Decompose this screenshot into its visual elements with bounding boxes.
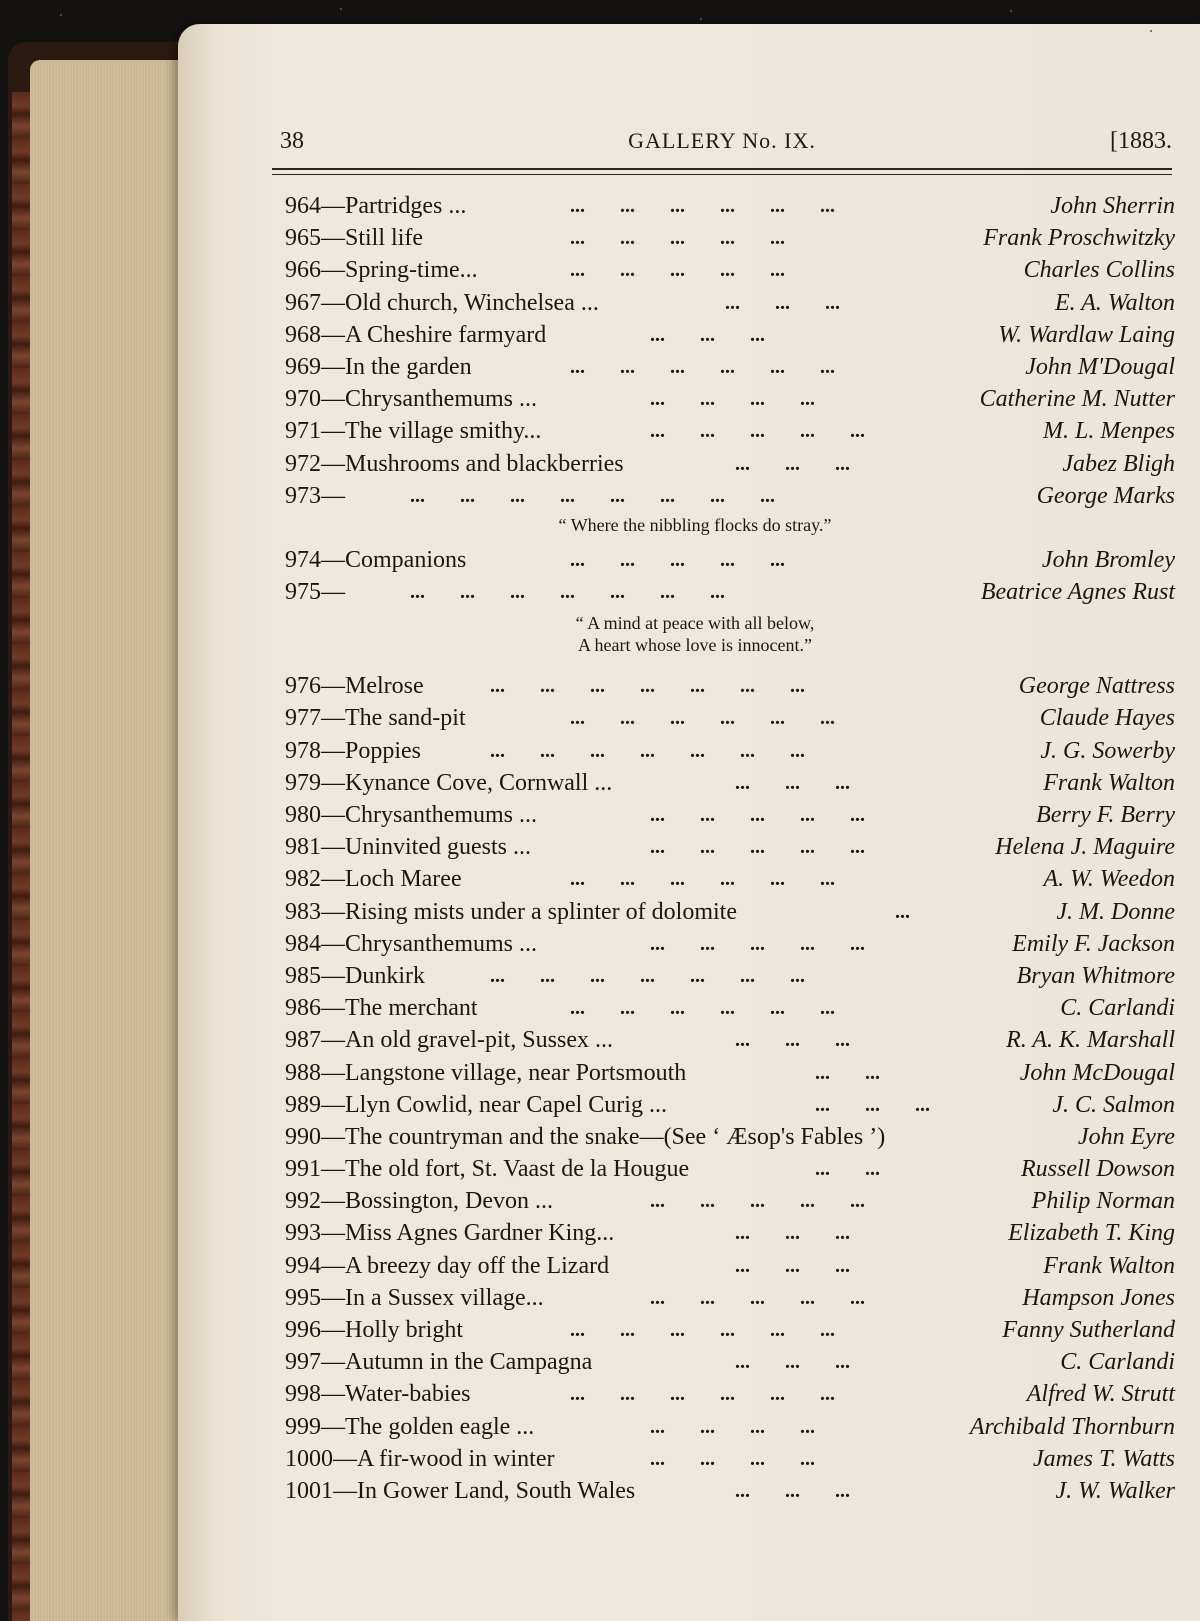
list-item [285, 767, 1175, 799]
list-item [285, 1346, 1175, 1378]
entry-title: 997—Autumn in the Campagna [285, 1349, 593, 1376]
entry-title: 998—Water-babies [285, 1381, 471, 1408]
dot-leader: ... ... ... ... ... ... ... [410, 581, 725, 604]
list-item [285, 254, 1175, 286]
catalogue-entries [285, 190, 1175, 1507]
dot-leader: ... ... ... ... [650, 1415, 815, 1438]
list-item [285, 415, 1175, 447]
list-item [285, 1024, 1175, 1056]
list-item [285, 1378, 1175, 1410]
list-item [285, 351, 1175, 383]
entry-artist: John Bromley [1041, 546, 1175, 573]
dot-leader: ... ... ... ... ... ... [570, 1319, 835, 1341]
quote-line: “ A mind at peace with all below, [575, 613, 815, 634]
entry-quote: “ Where the nibbling flocks do stray.” [558, 514, 832, 535]
entry-artist: Helena J. Maguire [995, 834, 1175, 861]
list-item [285, 480, 1175, 512]
list-item [285, 1411, 1175, 1443]
entry-title: 976—Melrose [285, 673, 424, 700]
entry-artist: Catherine M. Nutter [979, 386, 1175, 413]
dot-leader: ... ... ... ... ... ... ... [490, 675, 805, 698]
list-item [285, 222, 1175, 254]
dot-leader: ... ... ... [725, 291, 840, 314]
dot-leader: ... ... ... ... ... ... [570, 707, 835, 730]
entry-artist: Alfred W. Strutt [1026, 1381, 1175, 1408]
dot-leader: ... ... ... ... ... [570, 259, 785, 282]
entry-title: 995—In a Sussex village... [285, 1284, 544, 1311]
entry-artist: J. W. Walker [1055, 1477, 1175, 1504]
entry-artist: Frank Proschwitzky [983, 225, 1175, 252]
entry-artist: Hampson Jones [1022, 1284, 1175, 1311]
entry-title: 988—Langstone village, near Portsmouth [285, 1059, 687, 1086]
entry-artist: James T. Watts [1032, 1445, 1175, 1472]
dot-leader: ... ... ... [735, 452, 850, 475]
entry-title: 972—Mushrooms and blackberries [285, 450, 624, 477]
entry-artist: Claude Hayes [1039, 705, 1175, 732]
dot-leader: ... ... ... ... ... ... ... ... [410, 484, 775, 507]
dot-leader: ... [895, 900, 910, 923]
dot-leader: ... ... ... [735, 1029, 850, 1052]
list-item [285, 1443, 1175, 1475]
entry-artist: C. Carlandi [1060, 1349, 1175, 1376]
entry-title: 970—Chrysanthemums ... [285, 386, 537, 413]
entry-title: 1001—In Gower Land, South Wales [285, 1477, 636, 1504]
list-item [285, 1153, 1175, 1185]
header-rule [272, 168, 1172, 170]
entry-artist: Charles Collins [1023, 257, 1175, 284]
page-edges [30, 60, 190, 1621]
entry-title: 978—Poppies [285, 737, 422, 764]
dot-leader: ... ... ... [650, 323, 765, 346]
dot-leader: ... ... ... [815, 1093, 930, 1116]
entry-title: 977—The sand-pit [285, 705, 466, 732]
entry-artist: J. M. Donne [1056, 898, 1175, 925]
entry-artist: M. L. Menpes [1043, 418, 1175, 445]
entry-title: 969—In the garden [285, 353, 472, 380]
dot-leader: ... ... ... ... ... [650, 420, 865, 443]
entry-title: 986—The merchant [285, 995, 478, 1022]
entry-title: 968—A Cheshire farmyard [285, 321, 547, 348]
entry-artist: E. A. Walton [1054, 289, 1175, 316]
dot-leader: ... ... ... [735, 1479, 850, 1502]
entry-title: 1000—A fir-wood in winter [285, 1445, 555, 1472]
entry-artist: Archibald Thornburn [969, 1413, 1175, 1440]
list-item [285, 863, 1175, 895]
entry-artist: Elizabeth T. King [1008, 1220, 1175, 1247]
page-header [272, 128, 1172, 164]
entry-title: 992—Bossington, Devon ... [285, 1188, 554, 1215]
dot-leader: ... ... ... ... ... ... ... [490, 964, 805, 987]
entry-title: 996—Holly bright [285, 1317, 463, 1343]
entry-title: 980—Chrysanthemums ... [285, 802, 537, 828]
dot-leader: ... ... ... ... ... ... ... [490, 739, 805, 762]
dot-leader: ... ... [815, 1061, 880, 1084]
entry-artist: John Eyre [1077, 1123, 1175, 1150]
entry-artist: Bryan Whitmore [1016, 962, 1175, 989]
entry-title: 981—Uninvited guests ... [285, 834, 531, 861]
entry-title: 973— [285, 482, 345, 509]
entry-artist: Frank Walton [1043, 1252, 1175, 1279]
list-item [285, 1314, 1175, 1346]
entry-title: 979—Kynance Cove, Cornwall ... [285, 769, 613, 796]
entry-title: 967—Old church, Winchelsea ... [285, 289, 599, 316]
list-item [285, 287, 1175, 319]
list-item [285, 702, 1175, 734]
list-item [285, 448, 1175, 480]
entry-artist: George Nattress [1018, 673, 1175, 700]
list-item [285, 576, 1175, 608]
dot-leader: ... ... ... [735, 771, 850, 794]
list-item [285, 670, 1175, 702]
list-item [285, 831, 1175, 863]
entry-quote [285, 608, 1175, 670]
list-item [285, 1475, 1175, 1507]
entry-artist: John McDougal [1019, 1059, 1175, 1086]
list-item [285, 799, 1175, 831]
entry-artist: A. W. Weedon [1043, 866, 1175, 893]
entry-title: 993—Miss Agnes Gardner King... [285, 1220, 615, 1247]
entry-artist: Berry F. Berry [1036, 802, 1175, 828]
entry-title: 983—Rising mists under a splinter of dolomite [285, 898, 737, 925]
year-label: [1883. [1110, 128, 1172, 154]
dot-leader: ... ... ... ... ... [650, 804, 865, 826]
entry-title: 984—Chrysanthemums ... [285, 930, 537, 957]
list-item [285, 928, 1175, 960]
entry-title: 987—An old gravel-pit, Sussex ... [285, 1027, 613, 1054]
entry-artist: J. C. Salmon [1052, 1091, 1175, 1118]
entry-artist: R. A. K. Marshall [1006, 1027, 1175, 1054]
page-number: 38 [280, 128, 304, 154]
entry-title: 991—The old fort, St. Vaast de la Hougue [285, 1156, 690, 1183]
dot-leader: ... ... ... ... ... [650, 1286, 865, 1309]
dot-leader: ... ... ... ... ... ... [570, 868, 835, 891]
list-item [285, 1217, 1175, 1249]
list-item [285, 735, 1175, 767]
list-item [285, 1250, 1175, 1282]
dot-leader: ... ... ... ... ... [570, 548, 785, 571]
dot-leader: ... ... ... [735, 1351, 850, 1374]
list-item [285, 319, 1175, 351]
entry-title: 990—The countryman and the snake—(See ‘ Æsop's Fables ’) [285, 1123, 886, 1150]
list-item [285, 896, 1175, 928]
dot-leader: ... ... ... ... [650, 388, 815, 411]
entry-artist: Jabez Bligh [1062, 450, 1175, 477]
entry-artist: W. Wardlaw Laing [998, 321, 1175, 348]
dot-leader: ... ... ... ... ... [650, 1190, 865, 1213]
list-item [285, 1057, 1175, 1089]
entry-artist: C. Carlandi [1060, 995, 1175, 1022]
list-item [285, 960, 1175, 992]
entry-artist: George Marks [1036, 482, 1175, 509]
dot-leader: ... ... ... ... ... ... [570, 355, 835, 378]
entry-artist: Fanny Sutherland [1002, 1317, 1175, 1343]
list-item [285, 544, 1175, 576]
list-item [285, 1185, 1175, 1217]
dot-leader: ... ... ... ... [650, 1447, 815, 1470]
entry-title: 989—Llyn Cowlid, near Capel Curig ... [285, 1091, 667, 1118]
entry-title: 975— [285, 579, 345, 606]
entry-title: 965—Still life [285, 225, 423, 252]
dot-leader: ... ... [815, 1158, 880, 1181]
list-item [285, 992, 1175, 1024]
dot-leader: ... ... ... ... ... ... [570, 997, 835, 1020]
entry-artist: John Sherrin [1050, 193, 1175, 219]
list-item [285, 1089, 1175, 1121]
entry-title: 999—The golden eagle ... [285, 1413, 535, 1440]
entry-artist: Beatrice Agnes Rust [980, 579, 1175, 606]
list-item [285, 1121, 1175, 1153]
entry-artist: J. G. Sowerby [1040, 737, 1175, 764]
entry-title: 994—A breezy day off the Lizard [285, 1252, 610, 1279]
entry-title: 964—Partridges ... [285, 193, 467, 219]
entry-title: 985—Dunkirk [285, 962, 425, 989]
quote-line: A heart whose love is innocent.” [578, 635, 812, 656]
running-title: GALLERY No. IX. [628, 128, 816, 153]
entry-title: 974—Companions [285, 546, 467, 573]
dot-leader: ... ... ... ... ... ... [570, 195, 835, 217]
dot-leader: ... ... ... ... ... [650, 836, 865, 859]
entry-artist: Philip Norman [1031, 1188, 1175, 1215]
entry-title: 971—The village smithy... [285, 418, 542, 445]
entry-artist: Emily F. Jackson [1012, 930, 1175, 957]
dot-leader: ... ... ... [735, 1222, 850, 1245]
entry-artist: John M'Dougal [1025, 353, 1175, 380]
list-item [285, 190, 1175, 222]
entry-title: 982—Loch Maree [285, 866, 462, 893]
list-item [285, 383, 1175, 415]
dot-leader: ... ... ... ... ... [650, 932, 865, 955]
dot-leader: ... ... ... ... ... [570, 227, 785, 250]
dot-leader: ... ... ... ... ... ... [570, 1383, 835, 1406]
entry-artist: Russell Dowson [1020, 1156, 1175, 1183]
header-rule-thin [272, 174, 1172, 175]
list-item [285, 1282, 1175, 1314]
dot-leader: ... ... ... [735, 1254, 850, 1277]
entry-artist: Frank Walton [1043, 769, 1175, 796]
entry-title: 966—Spring-time... [285, 257, 478, 284]
